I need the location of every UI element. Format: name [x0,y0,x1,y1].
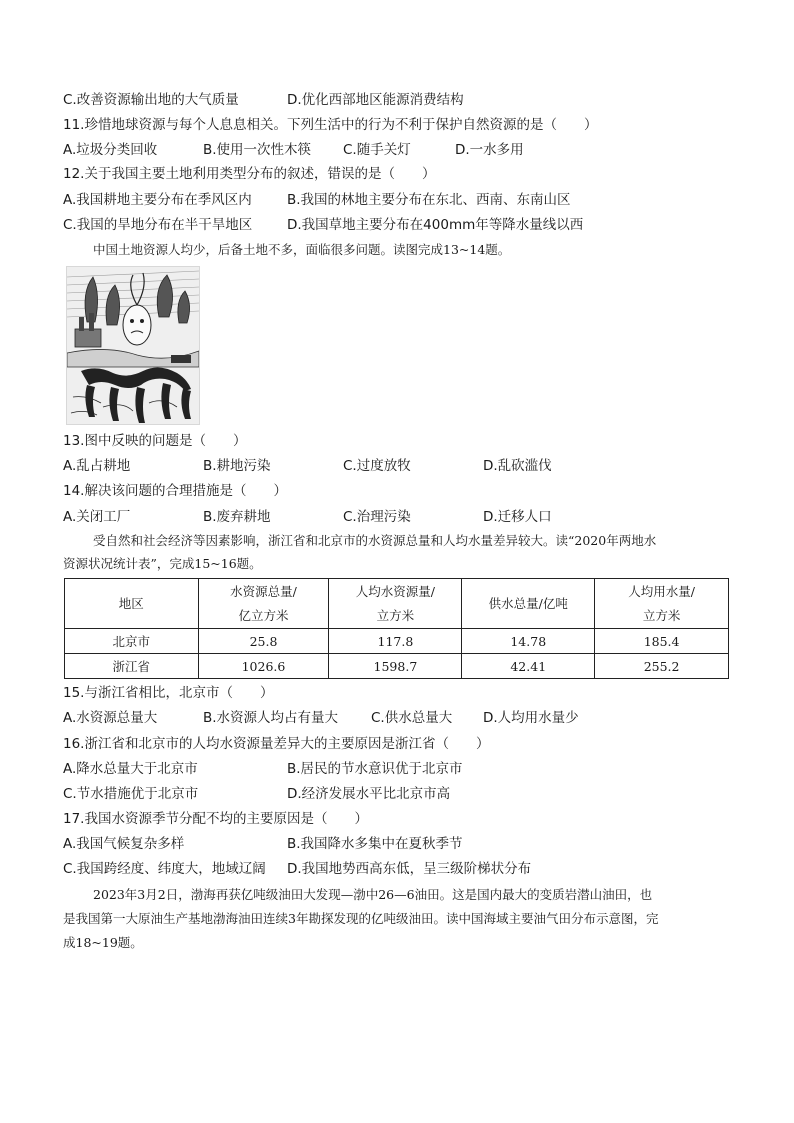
q12-option-b: B.我国的林地主要分布在东北、西南、东南山区 [287,192,571,208]
q16-option-a: A.降水总量大于北京市 [63,761,198,777]
q11-option-c: C.随手关灯 [343,142,411,158]
table-cell: 1598.7 [329,654,462,679]
table-header-cell: 人均水资源量/ 立方米 [329,579,462,629]
question-14: 14.解决该问题的合理措施是（ ） [63,483,287,499]
q15-option-d: D.人均用水量少 [483,710,579,726]
intro-15-16-line2: 资源状况统计表”，完成15~16题。 [63,556,262,571]
table-cell: 25.8 [198,629,329,654]
q14-option-a: A.关闭工厂 [63,509,131,525]
q13-option-c: C.过度放牧 [343,458,411,474]
cartoon-illustration [67,267,199,424]
table-cell: 14.78 [462,629,595,654]
table-cell: 117.8 [329,629,462,654]
question-15: 15.与浙江省相比，北京市（ ） [63,685,274,701]
q12-option-c: C.我国的旱地分布在半干旱地区 [63,217,253,233]
q13-option-a: A.乱占耕地 [63,458,131,474]
q13-option-b: B.耕地污染 [203,458,271,474]
q15-option-b: B.水资源人均占有量大 [203,710,339,726]
q11-option-b: B.使用一次性木筷 [203,142,312,158]
q17-option-b: B.我国降水多集中在夏秋季节 [287,836,463,852]
q17-option-a: A.我国气候复杂多样 [63,836,185,852]
table-header-cell: 水资源总量/ 亿立方米 [198,579,329,629]
q12-option-a: A.我国耕地主要分布在季风区内 [63,192,252,208]
intro-18-19-line1: 2023年3月2日，渤海再获亿吨级油田大发现—渤中26—6油田。这是国内最大的变质岩潜山油田，也 [93,887,653,902]
table-cell: 185.4 [595,629,729,654]
intro-15-16-line1: 受自然和社会经济等因素影响，浙江省和北京市的水资源总量和人均水量差异较大。读“2020年两地水 [93,533,657,548]
q10-option-d: D.优化西部地区能源消费结构 [287,92,464,108]
q16-option-b: B.居民的节水意识优于北京市 [287,761,463,777]
intro-18-19-line2: 是我国第一大原油生产基地渤海油田连续3年勘探发现的亿吨级油田。读中国海域主要油气田分布示意图，完 [63,911,659,926]
q16-option-d: D.经济发展水平比北京市高 [287,786,451,802]
q15-option-a: A.水资源总量大 [63,710,158,726]
q16-option-c: C.节水措施优于北京市 [63,786,199,802]
land-pollution-cartoon-image [66,266,200,425]
table-row [65,654,729,679]
q12-option-d: D.我国草地主要分布在400mm年等降水量线以西 [287,217,584,233]
table-header-cell: 人均用水量/ 立方米 [595,579,729,629]
question-13: 13.图中反映的问题是（ ） [63,433,247,449]
water-resources-table [64,578,729,679]
question-16: 16.浙江省和北京市的人均水资源量差异大的主要原因是浙江省（ ） [63,736,490,752]
q10-option-c: C.改善资源输出地的大气质量 [63,92,239,108]
table-cell: 255.2 [595,654,729,679]
q14-option-c: C.治理污染 [343,509,411,525]
table-cell: 北京市 [65,629,199,654]
q14-option-d: D.迁移人口 [483,509,552,525]
table-cell: 42.41 [462,654,595,679]
table-header-cell: 地区 [65,579,199,629]
intro-18-19-line3: 成18~19题。 [63,935,143,950]
table-header-cell: 供水总量/亿吨 [462,579,595,629]
q11-option-d: D.一水多用 [455,142,524,158]
question-12: 12.关于我国主要土地利用类型分布的叙述，错误的是（ ） [63,166,436,182]
intro-13-14: 中国土地资源人均少，后备土地不多，面临很多问题。读图完成13~14题。 [93,242,511,257]
question-11: 11.珍惜地球资源与每个人息息相关。下列生活中的行为不利于保护自然资源的是（ ） [63,117,598,133]
q13-option-d: D.乱砍滥伐 [483,458,552,474]
table-cell: 浙江省 [65,654,199,679]
q11-option-a: A.垃圾分类回收 [63,142,158,158]
q17-option-c: C.我国跨经度、纬度大，地域辽阔 [63,861,266,877]
q15-option-c: C.供水总量大 [371,710,453,726]
table-header-row [65,579,729,629]
q14-option-b: B.废弃耕地 [203,509,271,525]
table-row [65,629,729,654]
table-cell: 1026.6 [198,654,329,679]
q17-option-d: D.我国地势西高东低，呈三级阶梯状分布 [287,861,532,877]
question-17: 17.我国水资源季节分配不均的主要原因是（ ） [63,811,368,827]
